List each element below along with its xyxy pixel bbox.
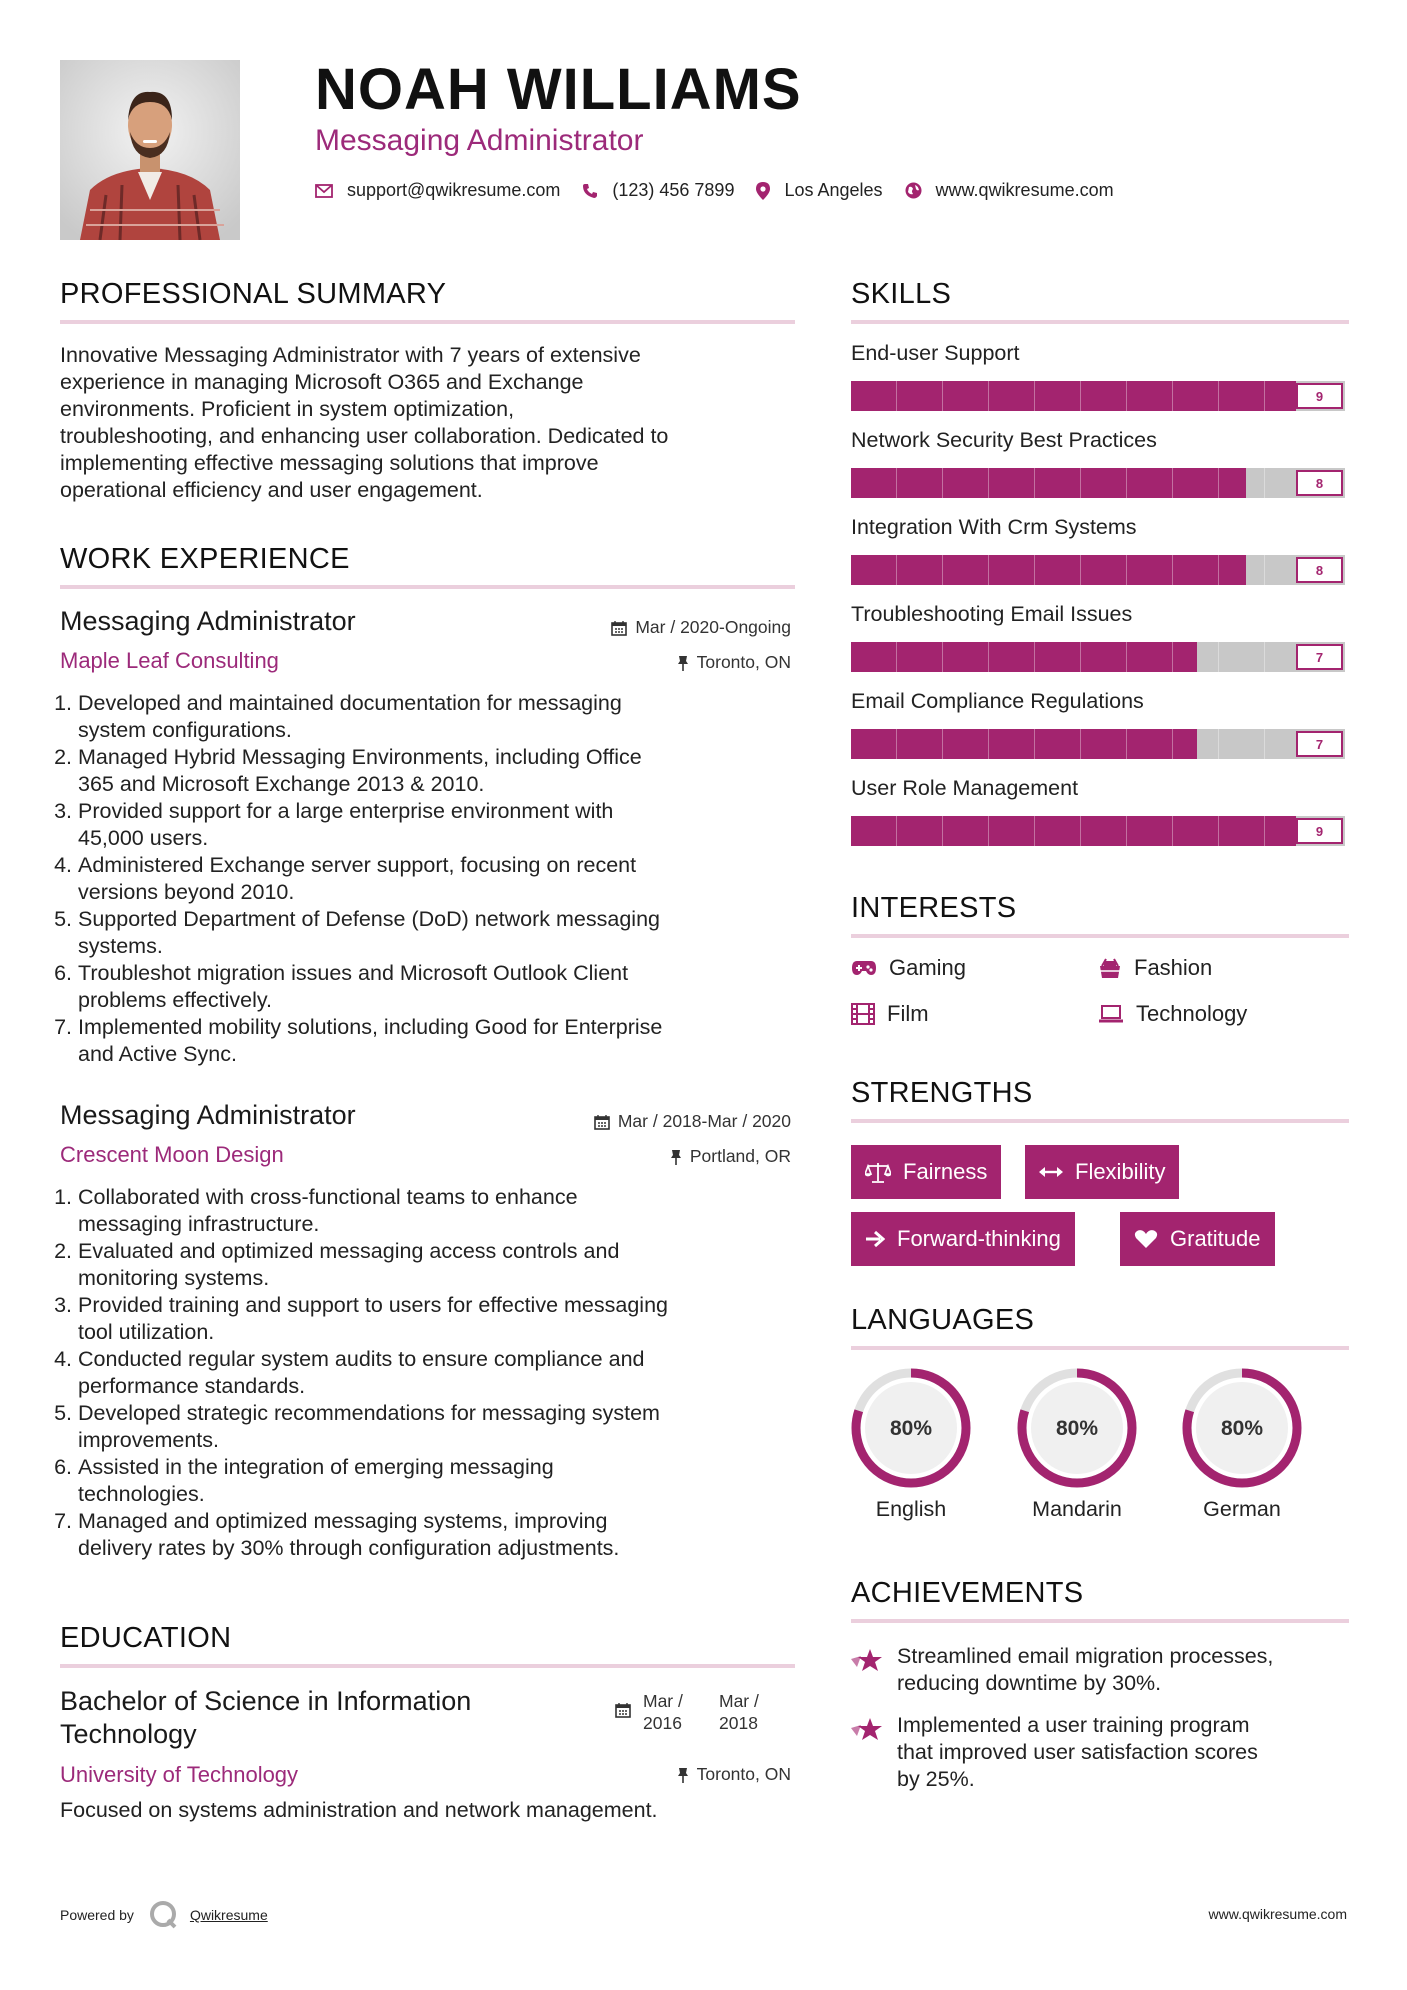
achievements-divider [851, 1619, 1349, 1623]
heart-icon [1134, 1229, 1158, 1249]
contact-website-text: www.qwikresume.com [935, 180, 1114, 200]
interest-label: Film [887, 1001, 929, 1026]
strength-badge-gratitude [1120, 1212, 1275, 1266]
skill-bar [851, 381, 1345, 411]
list-item: 6. Assisted in the integration of emerging messaging [54, 1455, 554, 1479]
education-location [677, 1764, 791, 1785]
list-item: 2. Evaluated and optimized messaging access controls and [54, 1239, 620, 1263]
job-bullets [52, 1184, 797, 1562]
job-location-text: Toronto, ON [696, 652, 791, 672]
experience-heading: WORK EXPERIENCE [60, 543, 350, 575]
phone-icon [582, 183, 598, 199]
skill-score-badge: 7 [1296, 731, 1343, 757]
list-item: 2. Managed Hybrid Messaging Environments, including Office [54, 745, 642, 769]
job-title: Messaging Administrator [60, 606, 356, 636]
education-description: Focused on systems administration and network management. [60, 1798, 658, 1822]
language-name: English [875, 1497, 947, 1521]
contact-location-text: Los Angeles [784, 180, 883, 200]
strength-label: Gratitude [1170, 1226, 1261, 1251]
job-location-text: Portland, OR [689, 1146, 791, 1166]
strength-badge-flexibility [1025, 1145, 1179, 1199]
list-item: messaging infrastructure. [78, 1212, 320, 1236]
skill-bar-segment [851, 816, 1265, 846]
list-item: 4. Administered Exchange server support, focusing on recent [54, 853, 637, 877]
contact-location [756, 180, 882, 201]
summary-line: troubleshooting, and enhancing user collaboration. Dedicated to [60, 424, 669, 448]
list-item: systems. [78, 934, 163, 958]
language-percent: 80% [889, 1417, 933, 1440]
list-item: 1. Collaborated with cross-functional teams to enhance [54, 1185, 578, 1209]
interest-film [851, 1001, 929, 1027]
job-company: Maple Leaf Consulting [60, 648, 279, 673]
skill-name: End-user Support [851, 341, 1020, 365]
map-pin-icon [756, 182, 770, 200]
skill-bar [851, 642, 1345, 672]
contact-website[interactable] [905, 180, 1114, 201]
degree-title [60, 1685, 580, 1751]
envelope-icon [315, 184, 333, 198]
job-location [670, 1146, 791, 1167]
achievement-text: Streamlined email migration processes, reducing downtime by 30%. [897, 1644, 1274, 1695]
interests-heading: INTERESTS [851, 892, 1017, 924]
list-item: system configurations. [78, 718, 292, 742]
degree-line: Bachelor of Science in Information [60, 1686, 472, 1716]
calendar-icon [615, 1702, 631, 1718]
strengths-heading: STRENGTHS [851, 1077, 1033, 1109]
strength-label: Forward-thinking [897, 1226, 1061, 1251]
summary-heading: PROFESSIONAL SUMMARY [60, 278, 447, 310]
strengths-divider [851, 1119, 1349, 1123]
skill-bar [851, 729, 1345, 759]
skill-bar-segment [851, 555, 1265, 585]
language-item [1179, 1365, 1305, 1522]
qwikresume-logo-icon [148, 1900, 180, 1930]
list-item: 3. Provided support for a large enterprise environment with [54, 799, 614, 823]
achievement-text: Implemented a user training program that improved user satisfaction scores by 25%. [897, 1713, 1258, 1791]
skill-name: Troubleshooting Email Issues [851, 602, 1133, 626]
profile-photo [60, 60, 240, 240]
strength-badge-forward-thinking [851, 1212, 1075, 1266]
language-percent: 80% [1055, 1417, 1099, 1440]
summary-line: environments. Proficient in system optimization, [60, 397, 515, 421]
star-medal-icon [851, 1647, 883, 1675]
arrow-right-icon [865, 1230, 885, 1248]
summary-line: operational efficiency and user engagement. [60, 478, 483, 502]
school-name: University of Technology [60, 1762, 299, 1787]
list-item: technologies. [78, 1482, 205, 1506]
list-item: 6. Troubleshot migration issues and Microsoft Outlook Client [54, 961, 629, 985]
footer-branding [60, 1900, 268, 1930]
list-item: tool utilization. [78, 1320, 215, 1344]
education-end: Mar / 2018 [719, 1691, 759, 1733]
language-percent: 80% [1220, 1417, 1264, 1440]
pushpin-icon [677, 1767, 689, 1783]
language-name: Mandarin [1032, 1497, 1122, 1521]
job-location [677, 652, 791, 673]
skill-bar [851, 555, 1345, 585]
achievement-item [851, 1712, 1351, 1793]
footer-website[interactable]: www.qwikresume.com [1208, 1906, 1347, 1922]
contact-email-text: support@qwikresume.com [347, 180, 561, 200]
list-item: 7. Managed and optimized messaging systems, improving [54, 1509, 608, 1533]
job-bullets [52, 690, 797, 1068]
skill-name: Email Compliance Regulations [851, 689, 1144, 713]
interest-label: Gaming [889, 955, 967, 980]
summary-line: implementing effective messaging solutions that improve [60, 451, 599, 475]
globe-icon [905, 182, 922, 199]
film-icon [851, 1003, 875, 1025]
list-item: improvements. [78, 1428, 219, 1452]
summary-line: experience in managing Microsoft O365 and Exchange [60, 370, 584, 394]
shopping-bag-icon [1098, 957, 1122, 979]
skill-bar-segment [851, 642, 1265, 672]
job-title: Messaging Administrator [60, 1100, 356, 1130]
list-item: versions beyond 2010. [78, 880, 295, 904]
pushpin-icon [677, 655, 689, 671]
education-divider [60, 1664, 795, 1668]
languages-heading: LANGUAGES [851, 1304, 1035, 1336]
skill-bar [851, 468, 1345, 498]
skill-name: Network Security Best Practices [851, 428, 1157, 452]
skill-name: User Role Management [851, 776, 1079, 800]
list-item: 7. Implemented mobility solutions, including Good for Enterprise [54, 1015, 663, 1039]
list-item: 45,000 users. [78, 826, 209, 850]
interest-label: Fashion [1134, 955, 1213, 980]
gamepad-icon [851, 960, 877, 976]
achievements-heading: ACHIEVEMENTS [851, 1577, 1084, 1609]
powered-by-text: Powered by [60, 1907, 134, 1923]
language-item [848, 1365, 974, 1522]
education-location-text: Toronto, ON [696, 1764, 791, 1784]
interest-fashion [1098, 955, 1212, 981]
list-item: 1. Developed and maintained documentation for messaging [54, 691, 622, 715]
degree-line: Technology [60, 1719, 197, 1749]
summary-divider [60, 320, 795, 324]
summary-text [60, 342, 795, 504]
job-company: Crescent Moon Design [60, 1142, 284, 1167]
skill-bar-segment [851, 729, 1265, 759]
experience-divider [60, 585, 795, 589]
strength-label: Fairness [903, 1159, 988, 1184]
education-start: Mar / 2016 [643, 1691, 683, 1733]
list-item: problems effectively. [78, 988, 272, 1012]
interest-gaming [851, 955, 966, 981]
interests-divider [851, 934, 1349, 938]
calendar-icon [594, 1114, 610, 1130]
qwikresume-link[interactable]: Qwikresume [189, 1907, 268, 1923]
skill-score-badge: 9 [1296, 383, 1343, 409]
list-item: delivery rates by 30% through configuration adjustments. [78, 1536, 620, 1560]
skill-bar [851, 816, 1345, 846]
arrows-horizontal-icon [1039, 1165, 1063, 1179]
job-dates-text: Mar / 2020-Ongoing [635, 617, 791, 637]
language-item [1014, 1365, 1140, 1522]
contact-email[interactable] [315, 180, 560, 201]
summary-line: Innovative Messaging Administrator with 7 years of extensive [60, 343, 641, 367]
skill-score-badge: 9 [1296, 818, 1343, 844]
job-dates [611, 617, 791, 638]
languages-divider [851, 1346, 1349, 1350]
contact-phone-text: (123) 456 7899 [612, 180, 735, 200]
skill-bar-segment [851, 381, 1265, 411]
contact-phone[interactable] [582, 180, 734, 201]
interest-technology [1098, 1001, 1247, 1027]
list-item: 5. Developed strategic recommendations for messaging system [54, 1401, 660, 1425]
language-name: German [1203, 1497, 1281, 1521]
skill-score-badge: 8 [1296, 557, 1343, 583]
skill-score-badge: 7 [1296, 644, 1343, 670]
language-ring [848, 1365, 974, 1491]
skill-bar-segment [851, 468, 1265, 498]
star-medal-icon [851, 1716, 883, 1744]
strength-label: Flexibility [1075, 1159, 1166, 1184]
candidate-name: NOAH WILLIAMS [315, 57, 802, 122]
education-heading: EDUCATION [60, 1622, 232, 1654]
education-dates [615, 1690, 759, 1734]
achievement-item [851, 1643, 1351, 1697]
list-item: monitoring systems. [78, 1266, 270, 1290]
balance-scale-icon [865, 1161, 891, 1183]
skills-divider [851, 320, 1349, 324]
list-item: performance standards. [78, 1374, 306, 1398]
laptop-icon [1098, 1005, 1124, 1023]
candidate-role: Messaging Administrator [315, 124, 644, 157]
list-item: 5. Supported Department of Defense (DoD) network messaging [54, 907, 660, 931]
language-ring [1014, 1365, 1140, 1491]
calendar-icon [611, 620, 627, 636]
strength-badge-fairness [851, 1145, 1001, 1199]
contact-bar [315, 180, 1136, 201]
interest-label: Technology [1136, 1001, 1248, 1026]
job-dates [594, 1111, 791, 1132]
list-item: 4. Conducted regular system audits to ensure compliance and [54, 1347, 645, 1371]
job-dates-text: Mar / 2018-Mar / 2020 [617, 1111, 791, 1131]
list-item: and Active Sync. [78, 1042, 237, 1066]
skill-name: Integration With Crm Systems [851, 515, 1137, 539]
skill-score-badge: 8 [1296, 470, 1343, 496]
list-item: 3. Provided training and support to users for effective messaging [54, 1293, 668, 1317]
list-item: 365 and Microsoft Exchange 2013 & 2010. [78, 772, 485, 796]
skills-heading: SKILLS [851, 278, 952, 310]
pushpin-icon [670, 1149, 682, 1165]
language-ring [1179, 1365, 1305, 1491]
